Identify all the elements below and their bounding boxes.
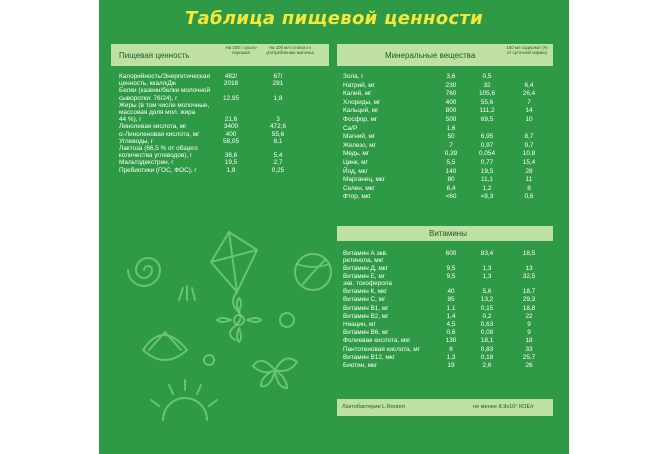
nutrient-name: сыворотки: 76/24), г — [119, 94, 178, 102]
col-dry-header: На 100 г сухого порошка — [225, 45, 257, 55]
vitamin-liquid: 0,2 — [482, 312, 492, 320]
mineral-percent: 8 — [527, 184, 531, 192]
vitamin-percent: 22 — [525, 312, 533, 320]
vitamin-dry: 1,1 — [446, 304, 456, 312]
bubble-drawing — [204, 355, 214, 365]
nutrient-name: Пребиотики (ГОС, ФОС), г — [119, 166, 197, 174]
value-dry: 1,8 — [226, 166, 236, 174]
mineral-dry: 230 — [445, 81, 457, 89]
mineral-dry: 400 — [445, 98, 457, 106]
mineral-percent: 6,4 — [524, 81, 534, 89]
vitamin-name: ретинола, мкг — [343, 257, 384, 265]
mineral-name: Фтор, мкг — [343, 193, 371, 201]
nutrient-name: Углеводы, г — [119, 137, 154, 145]
vitamin-liquid: 83,4 — [480, 250, 494, 257]
value-liquid: 2,7 — [273, 159, 283, 167]
butterfly-drawing — [253, 358, 297, 388]
vitamin-dry: 600 — [445, 250, 457, 257]
vitamin-percent: 32,5 — [522, 273, 536, 281]
mineral-dry: 0,39 — [444, 150, 458, 158]
mineral-percent: 14 — [525, 107, 533, 115]
mineral-name: Марганец, мкг — [343, 176, 386, 184]
grass-drawing — [179, 286, 195, 300]
vitamin-percent: 25,7 — [522, 353, 536, 361]
mineral-name: Кальций, мг — [343, 107, 379, 115]
mineral-dry: 1,6 — [446, 124, 456, 132]
mineral-dry: 800 — [445, 107, 457, 115]
mineral-liquid: 11,1 — [481, 176, 493, 184]
mineral-liquid: 55,6 — [480, 98, 494, 106]
vitamin-name: Витамин В12, мкг — [343, 353, 395, 361]
mineral-percent: 28 — [525, 167, 533, 175]
mineral-name: Зола, г — [343, 73, 364, 80]
nutrient-name: Мальтодекстрин, г — [119, 159, 174, 167]
vitamin-percent: 18,8 — [522, 304, 536, 312]
vitamin-percent: 33 — [525, 345, 533, 353]
value-dry: 400 — [225, 130, 237, 138]
value-liquid: 281 — [272, 80, 284, 88]
vitamin-name: Витамин В2, мг — [343, 312, 389, 320]
value-liquid: 3 — [276, 116, 280, 124]
mineral-dry: 140 — [445, 167, 457, 175]
vitamin-name: экв. токоферола — [343, 280, 392, 288]
value-dry: 2018 — [223, 80, 239, 88]
vitamin-liquid: 0,15 — [480, 304, 494, 312]
nutrient-name: Линолевая кислота, мг — [119, 123, 187, 131]
mineral-percent: 7 — [527, 98, 531, 106]
vitamin-percent: 18,5 — [522, 250, 536, 257]
nutrition-panel — [99, 0, 569, 454]
mineral-liquid: 0,5 — [482, 73, 492, 80]
value-dry: 12,95 — [223, 94, 239, 102]
mineral-liquid: 6,95 — [480, 133, 494, 141]
mineral-name: Магний, мг — [343, 133, 376, 141]
vitamins-header — [337, 226, 553, 241]
sun-rays-drawing — [151, 380, 217, 406]
vitamin-dry: 1,4 — [446, 312, 456, 320]
spiral-drawing — [128, 258, 160, 286]
minerals-header — [337, 44, 553, 66]
value-liquid: 8,1 — [273, 137, 283, 145]
vitamin-percent: 18,7 — [522, 288, 536, 296]
col-percent-header: 100 мл содержит (% от суточной нормы) — [506, 45, 548, 55]
value-liquid: 5,4 — [273, 152, 283, 160]
mineral-name: Калий, мг — [343, 90, 372, 98]
mineral-dry: 3,6 — [446, 73, 456, 80]
mineral-name: Цинк, мг — [343, 159, 368, 166]
bubble-drawing — [280, 313, 294, 327]
mineral-percent: 15,4 — [522, 159, 536, 166]
value-dry: 58,05 — [223, 137, 239, 145]
vitamin-dry: 130 — [445, 337, 457, 345]
col-liquid-header: На 100 мл готового к употреблению молочка — [266, 45, 314, 55]
vitamin-liquid: 1,3 — [482, 273, 492, 281]
mineral-name: Йод, мкг — [343, 167, 368, 175]
vitamin-dry: 0,6 — [446, 329, 456, 337]
vitamin-liquid: 5,6 — [482, 288, 492, 296]
mineral-name: Натрий, мг — [343, 81, 375, 89]
value-liquid: 67/ — [273, 73, 283, 80]
vitamin-name: Витамин Д, мкг — [343, 265, 388, 272]
mineral-liquid: 0,97 — [480, 141, 494, 149]
value-dry: 38,6 — [224, 152, 238, 160]
shell-drawing — [143, 332, 187, 360]
nutrient-name: Лактоза (66,5 % от общего — [119, 145, 198, 152]
vitamin-name: Витамин А экв. — [343, 250, 388, 257]
mineral-percent: 0,6 — [524, 193, 534, 201]
vitamin-percent: 18 — [525, 337, 533, 345]
mineral-dry: 80 — [447, 176, 455, 184]
kite-drawing — [211, 232, 257, 292]
mineral-name: Селен, мкг — [343, 184, 375, 192]
mineral-percent: 10,8 — [522, 150, 536, 158]
value-dry: 19,5 — [224, 159, 238, 167]
mineral-dry: <60 — [445, 193, 457, 201]
nutrient-name: массовая доля мол. жира — [119, 109, 196, 116]
mineral-dry: 8,4 — [446, 184, 456, 192]
page-title: Таблица пищевой ценности — [184, 8, 484, 29]
vitamin-name: Пантотеновая кислота, мг — [343, 345, 421, 353]
minerals-header-label: Минеральные вещества — [385, 51, 476, 60]
vitamin-name: Витамин В1, мг — [343, 304, 389, 312]
nutrition-header-label: Пищевая ценность — [119, 51, 190, 60]
mineral-dry: 760 — [445, 90, 457, 98]
nutrient-name: Белки (казеин/белки молочной — [119, 87, 211, 95]
value-dry: 482/ — [224, 73, 238, 80]
vitamin-dry: 40 — [447, 288, 455, 296]
mineral-liquid: 1,2 — [482, 184, 492, 192]
mineral-percent: 10 — [525, 116, 533, 123]
vitamin-dry: 1,3 — [446, 353, 456, 361]
vitamin-liquid: 1,3 — [482, 265, 492, 272]
mineral-liquid: 111,2 — [479, 107, 495, 115]
vitamin-percent: 13 — [525, 265, 533, 272]
vitamin-name: Витамин С, мг — [343, 296, 386, 304]
vitamin-name: Биотин, мкг — [343, 362, 378, 369]
mineral-liquid: 19,5 — [480, 167, 494, 175]
mineral-percent: 9,7 — [524, 141, 534, 149]
mineral-liquid: <8,3 — [480, 193, 494, 201]
vitamin-liquid: 2,6 — [482, 362, 492, 369]
value-dry: 21,6 — [224, 116, 238, 124]
nutrient-name: 44 %), г — [119, 116, 142, 124]
lactobacteria-value: не менее 8,9х10⁷ КОЕ/г — [473, 404, 534, 410]
nutrient-name: количества углеводов), г — [119, 152, 193, 160]
mineral-liquid: 0,054 — [479, 150, 495, 158]
value-dry: 3400 — [223, 123, 239, 131]
vitamins-header-label: Витамины — [429, 229, 467, 238]
sun-drawing — [163, 398, 207, 420]
vitamin-dry: 19 — [447, 362, 455, 369]
vitamin-liquid: 0,18 — [480, 353, 494, 361]
vitamin-name: Витамин Е, мг — [343, 273, 386, 281]
vitamin-percent: 9 — [527, 321, 531, 328]
vitamin-percent: 29,3 — [522, 296, 536, 304]
vitamin-percent: 26 — [525, 362, 533, 369]
lactobacteria-row — [337, 399, 553, 416]
nutrient-name: α-Линоленовая кислота, мг — [119, 130, 200, 138]
nutrient-name: Жиры (в том числе молочные, — [119, 101, 210, 109]
vitamin-percent: 9 — [527, 329, 531, 337]
vitamin-liquid: 0,63 — [480, 321, 494, 328]
mineral-name: Ca/P — [343, 124, 358, 132]
value-liquid: 0,25 — [271, 166, 285, 174]
mineral-percent: 11 — [525, 176, 533, 184]
vitamin-dry: 4,5 — [446, 321, 456, 328]
vitamin-name: Фолиевая кислота, мкг — [343, 337, 411, 345]
value-liquid: 1,8 — [273, 94, 283, 102]
vitamin-dry: 95 — [447, 296, 455, 304]
mineral-liquid: 0,77 — [480, 159, 494, 166]
vitamin-dry: 9,5 — [446, 265, 456, 272]
mineral-percent: 8,7 — [524, 133, 534, 141]
mineral-name: Медь, мг — [343, 150, 370, 158]
nutrient-name: ценность, ккал/кДж — [119, 80, 176, 88]
mineral-liquid: 69,5 — [480, 116, 494, 123]
lactobacteria-label: Лактобактерии L.Reuteri — [342, 404, 405, 410]
ball-lines-drawing — [297, 260, 329, 284]
value-liquid: 55,6 — [271, 130, 285, 138]
vitamin-name: Ниацин, мг — [343, 321, 376, 328]
vitamin-dry: 9,5 — [446, 273, 456, 281]
mineral-name: Хлориды, мг — [343, 98, 381, 106]
mineral-dry: 500 — [445, 116, 457, 123]
vitamin-liquid: 13,2 — [480, 296, 494, 304]
mineral-dry: 7 — [449, 141, 453, 149]
mineral-name: Железо, мг — [343, 141, 376, 149]
mineral-dry: 50 — [447, 133, 455, 141]
vitamin-liquid: 0,83 — [480, 345, 494, 353]
mineral-name: Фосфор, мг — [343, 116, 378, 123]
nutrient-name: Калорийность/Энергетическая — [119, 73, 210, 80]
mineral-dry: 5,5 — [446, 159, 456, 166]
mineral-liquid: 32 — [483, 81, 491, 89]
vitamin-liquid: 18,1 — [480, 337, 494, 345]
value-liquid: 472,6 — [270, 123, 286, 131]
nutrition-header — [111, 44, 329, 66]
vitamin-name: Витамин К, мкг — [343, 288, 388, 296]
mineral-percent: 26,4 — [522, 90, 536, 98]
vitamin-liquid: 0,08 — [480, 329, 494, 337]
mineral-liquid: 105,6 — [479, 90, 495, 98]
vitamin-dry: 6 — [449, 345, 453, 353]
vitamin-name: Витамин В6, мг — [343, 329, 389, 337]
